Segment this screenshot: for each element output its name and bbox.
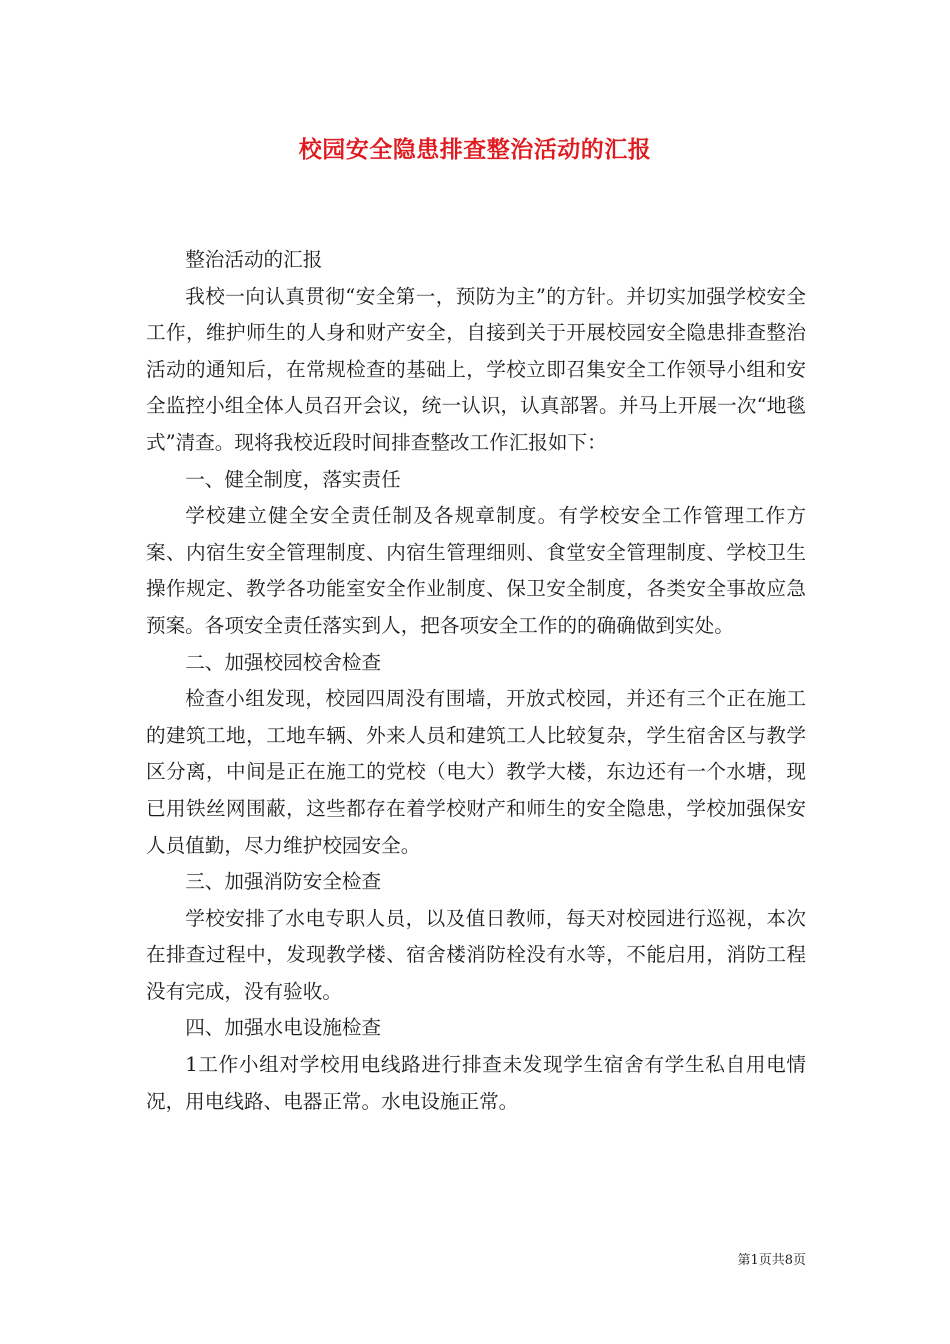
paragraph-section-1: 学校建立健全安全责任制及各规章制度。有学校安全工作管理工作方案、内宿生安全管理制度、内宿生管理细则、食堂安全管理制度、学校卫生操作规定、教学各功能室安全作业制度、保卫安全制度，各类安全事故应急预案。各项安全责任落实到人，把各项安全工作的的确确做到实处。: [146, 504, 806, 637]
section-heading-4: 四、加强水电设施检查: [185, 1016, 382, 1040]
document-title: 校园安全隐患排查整治活动的汇报: [298, 136, 652, 163]
section-heading-3: 三、加强消防安全检查: [185, 870, 382, 894]
paragraph-section-2: 检查小组发现，校园四周没有围墙，开放式校园，并还有三个正在施工的建筑工地，工地车辆、外来人员和建筑工人比较复杂，学生宿舍区与教学区分离，中间是正在施工的党校（电大）教学大楼，东边还有一个水塘，现已用铁丝网围蔽，这些都存在着学校财产和师生的安全隐患，学校加强保安人员值勤，尽力维护校园安全。: [146, 687, 806, 857]
section-heading-1: 一、健全制度，落实责任: [185, 467, 401, 491]
section-heading-2: 二、加强校园校舍检查: [185, 650, 382, 674]
paragraph-section-3: 学校安排了水电专职人员，以及值日教师，每天对校园进行巡视，本次在排查过程中，发现教学楼、宿舍楼消防栓没有水等，不能启用，消防工程没有完成，没有验收。: [146, 906, 806, 1003]
paragraph-intro: 我校一向认真贯彻“安全第一，预防为主”的方针。并切实加强学校安全工作，维护师生的人身和财产安全，自接到关于开展校园安全隐患排查整治活动的通知后，在常规检查的基础上，学校立即召集安全工作领导小组和安全监控小组全体人员召开会议，统一认识，认真部署。并马上开展一次“地毯式”清查。现将我校近段时间排查整改工作汇报如下：: [146, 284, 806, 454]
paragraph-subtitle: 整治活动的汇报: [185, 248, 323, 271]
document-body: [146, 242, 806, 1120]
page-number: 第1页共8页: [737, 1253, 806, 1268]
paragraph-section-4: 1工作小组对学校用电线路进行排查未发现学生宿舍有学生私自用电情况，用电线路、电器正常。水电设施正常。: [146, 1053, 806, 1113]
